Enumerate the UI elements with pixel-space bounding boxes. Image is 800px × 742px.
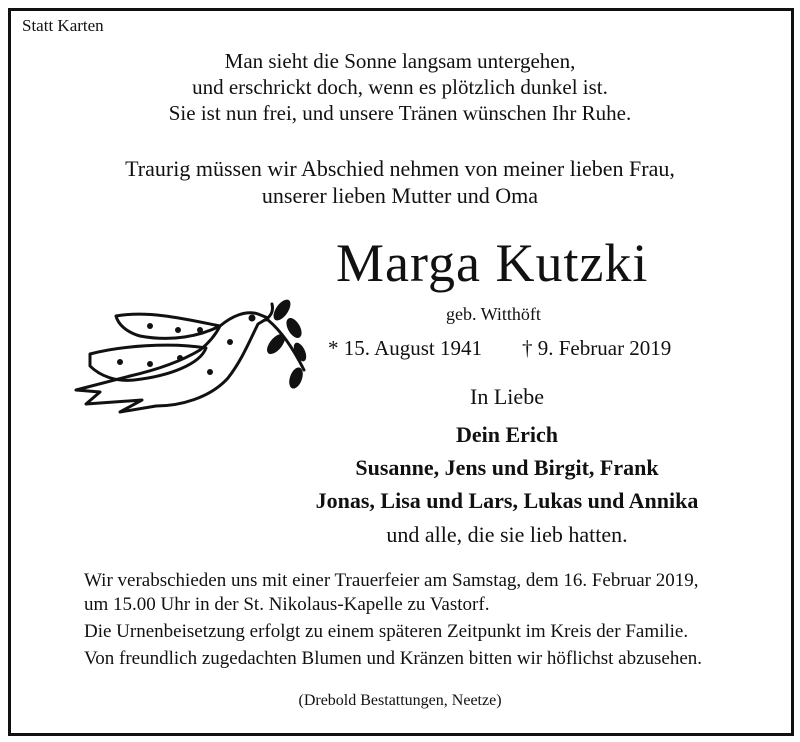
footer-line-1: Wir verabschieden uns mit einer Trauerfeier am Samstag, dem 16. Februar 2019, [84,570,699,591]
mourner-line-1: Dein Erich [455,422,559,447]
intro-line-2: unserer lieben Mutter und Oma [261,183,539,208]
mourner-closing: und alle, die sie lieb hatten. [386,522,628,547]
poem-line-2: und erschrickt doch, wenn es plötzlich dunkel ist. [192,75,608,99]
birth-name: geb. Witthöft [446,304,541,324]
footer-line-4: Von freundlich zugedachten Blumen und Kränzen bitten wir höflichst abzusehen. [84,648,703,669]
statt-karten-label: Statt Karten [22,16,104,35]
in-liebe-label: In Liebe [470,384,544,409]
mourner-line-2: Susanne, Jens und Birgit, Frank [355,455,659,480]
deceased-name: Marga Kutzki [336,233,649,293]
footer-line-2: um 15.00 Uhr in der St. Nikolaus-Kapelle zu Vastorf. [84,594,490,615]
mourner-line-3: Jonas, Lisa und Lars, Lukas und Annika [315,488,699,513]
poem-line-1: Man sieht die Sonne langsam untergehen, [224,49,576,73]
poem-line-3: Sie ist nun frei, und unsere Tränen wünschen Ihr Ruhe. [168,101,632,125]
footer-line-3: Die Urnenbeisetzung erfolgt zu einem späteren Zeitpunkt im Kreis der Familie. [84,621,689,642]
birth-date: * 15. August 1941 [328,336,483,360]
death-date: † 9. Februar 2019 [522,336,672,360]
intro-line-1: Traurig müssen wir Abschied nehmen von meiner lieben Frau, [125,156,675,181]
dove-with-olive-branch-icon [60,280,312,440]
funeral-home: (Drebold Bestattungen, Neetze) [298,692,502,709]
